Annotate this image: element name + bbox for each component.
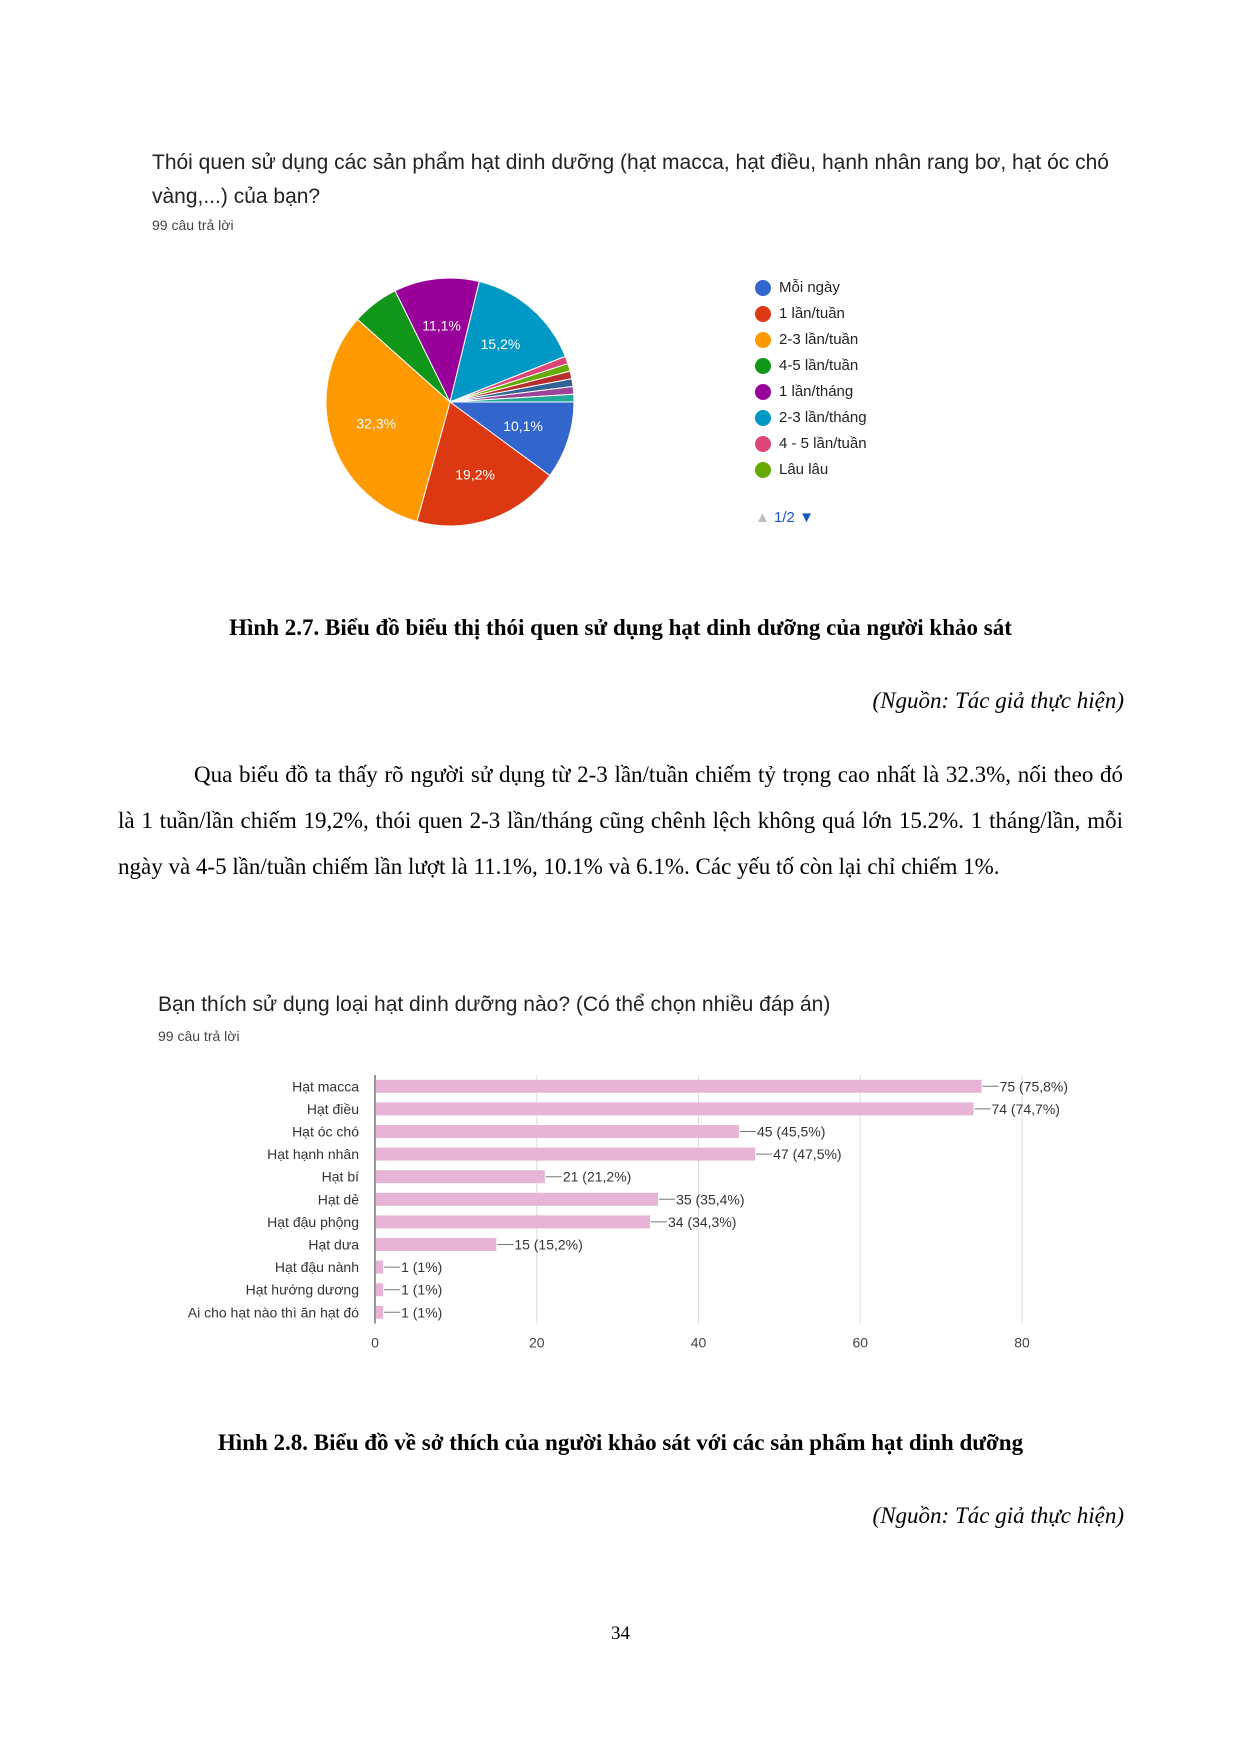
legend-label: 4-5 lần/tuần: [779, 357, 859, 374]
bar: [376, 1170, 545, 1183]
category-label: Hạt hạnh nhân: [267, 1146, 359, 1163]
legend-label: 2-3 lần/tuần: [779, 331, 859, 348]
bar: [376, 1193, 658, 1206]
pager-text: 1/2: [774, 509, 795, 526]
legend-item: [755, 304, 867, 330]
data-label: 35 (35,4%): [676, 1191, 745, 1208]
bar: [376, 1102, 973, 1115]
x-tick-label: 0: [371, 1334, 379, 1351]
legend-dot-icon: [755, 332, 771, 348]
pie-slice-label-1: 19,2%: [455, 466, 495, 483]
legend-dot-icon: [755, 436, 771, 452]
x-tick-label: 60: [852, 1334, 869, 1351]
data-label: 1 (1%): [401, 1259, 443, 1276]
bar-chart-title: Bạn thích sử dụng loại hạt dinh dưỡng nào? (Có thể chọn nhiều đáp án): [158, 993, 831, 1016]
data-label: 45 (45,5%): [756, 1123, 826, 1140]
x-tick-label: 40: [690, 1334, 707, 1351]
legend-label: Mỗi ngày: [779, 279, 840, 296]
legend-item: [755, 382, 867, 408]
x-tick-label: 80: [1014, 1334, 1030, 1351]
bar-response-count: 99 câu trả lời: [158, 1028, 240, 1044]
pie-response-count: 99 câu trả lời: [152, 217, 234, 233]
figure-source-2-7: (Nguồn: Tác giả thực hiện): [872, 688, 1124, 713]
legend-item: [755, 434, 867, 460]
bar: [376, 1238, 496, 1251]
category-label: Hạt dưa: [308, 1236, 359, 1253]
legend-dot-icon: [755, 384, 771, 400]
legend-dot-icon: [755, 462, 771, 478]
legend-dot-icon: [755, 410, 771, 426]
legend-item: [755, 460, 867, 486]
legend-label: 4 - 5 lần/tuần: [779, 435, 867, 452]
legend-item: [755, 330, 867, 356]
x-tick-label: 20: [528, 1334, 545, 1351]
category-label: Hạt đậu phộng: [267, 1213, 359, 1230]
legend-label: 1 lần/tháng: [779, 383, 854, 400]
figure-source-2-8: (Nguồn: Tác giả thực hiện): [872, 1503, 1124, 1528]
legend-dot-icon: [755, 280, 771, 296]
bar: [376, 1283, 383, 1296]
bar: [376, 1261, 383, 1274]
pie-chart-title: Thói quen sử dụng các sản phẩm hạt dinh dưỡng (hạt macca, hạt điều, hạnh nhân rang bơ, hạt óc chó vàng,...) của bạn?: [152, 151, 1109, 208]
pie-slice-label-4: 11,1%: [422, 317, 461, 334]
legend-label: Lâu lâu: [779, 461, 829, 478]
pager-down-icon[interactable]: ▼: [799, 509, 814, 526]
data-label: 34 (34,3%): [667, 1213, 737, 1230]
category-label: Hạt hướng dương: [245, 1281, 359, 1298]
legend-item: [755, 356, 867, 382]
legend-dot-icon: [755, 306, 771, 322]
category-label: Hạt óc chó: [292, 1123, 359, 1140]
bar: [376, 1080, 982, 1093]
page-number: 34: [611, 1623, 630, 1644]
data-label: 1 (1%): [401, 1304, 443, 1321]
pie-slice-label-5: 15,2%: [480, 336, 521, 353]
bar-chart: [150, 1065, 1090, 1365]
legend-pager: [755, 509, 814, 526]
pie-chart: [320, 272, 580, 532]
bar: [376, 1215, 650, 1228]
paragraph-text: Qua biểu đồ ta thấy rõ người sử dụng từ 2-3 lần/tuần chiếm tỷ trọng cao nhất là 32.3%, nối theo đó là 1 tuần/lần chiếm 19,2%, thói quen 2-3 lần/tháng cũng chênh lệch không quá lớn 15.2%. 1 tháng/lần, mỗi ngày và 4-5 lần/tuần chiếm lần lượt là 11.1%, 10.1% và 6.1%. Các yếu tố còn lại chỉ chiếm 1%.: [118, 762, 1123, 879]
category-label: Hạt đậu nành: [274, 1259, 359, 1276]
category-label: Hạt điều: [306, 1100, 359, 1117]
data-label: 75 (75,8%): [999, 1078, 1069, 1095]
bar: [376, 1306, 383, 1319]
pie-slice-label-0: 10,1%: [503, 417, 543, 434]
bar: [376, 1148, 755, 1161]
bar: [376, 1125, 739, 1138]
data-label: 21 (21,2%): [562, 1168, 632, 1185]
data-label: 47 (47,5%): [773, 1146, 842, 1163]
figure-caption-2-7: Hình 2.7. Biểu đồ biểu thị thói quen sử dụng hạt dinh dưỡng của người khảo sát: [229, 615, 1012, 640]
data-label: 15 (15,2%): [514, 1236, 583, 1253]
category-label: Ai cho hạt nào thì ăn hạt đó: [187, 1304, 359, 1321]
legend-label: 2-3 lần/tháng: [779, 409, 867, 426]
body-paragraph: [118, 752, 1123, 890]
category-label: Hạt bí: [321, 1168, 359, 1185]
pie-legend: [755, 278, 867, 486]
legend-label: 1 lần/tuần: [779, 305, 845, 322]
category-label: Hạt dẻ: [317, 1191, 359, 1208]
data-label: 74 (74,7%): [991, 1100, 1060, 1117]
pager-up-icon[interactable]: ▲: [755, 509, 770, 526]
legend-dot-icon: [755, 358, 771, 374]
category-label: Hạt macca: [292, 1078, 359, 1095]
figure-caption-2-8: Hình 2.8. Biểu đồ về sở thích của người khảo sát với các sản phẩm hạt dinh dưỡng: [217, 1430, 1024, 1455]
pie-slice-label-2: 32,3%: [356, 415, 397, 432]
legend-item: [755, 278, 867, 304]
legend-item: [755, 408, 867, 434]
data-label: 1 (1%): [401, 1281, 443, 1298]
